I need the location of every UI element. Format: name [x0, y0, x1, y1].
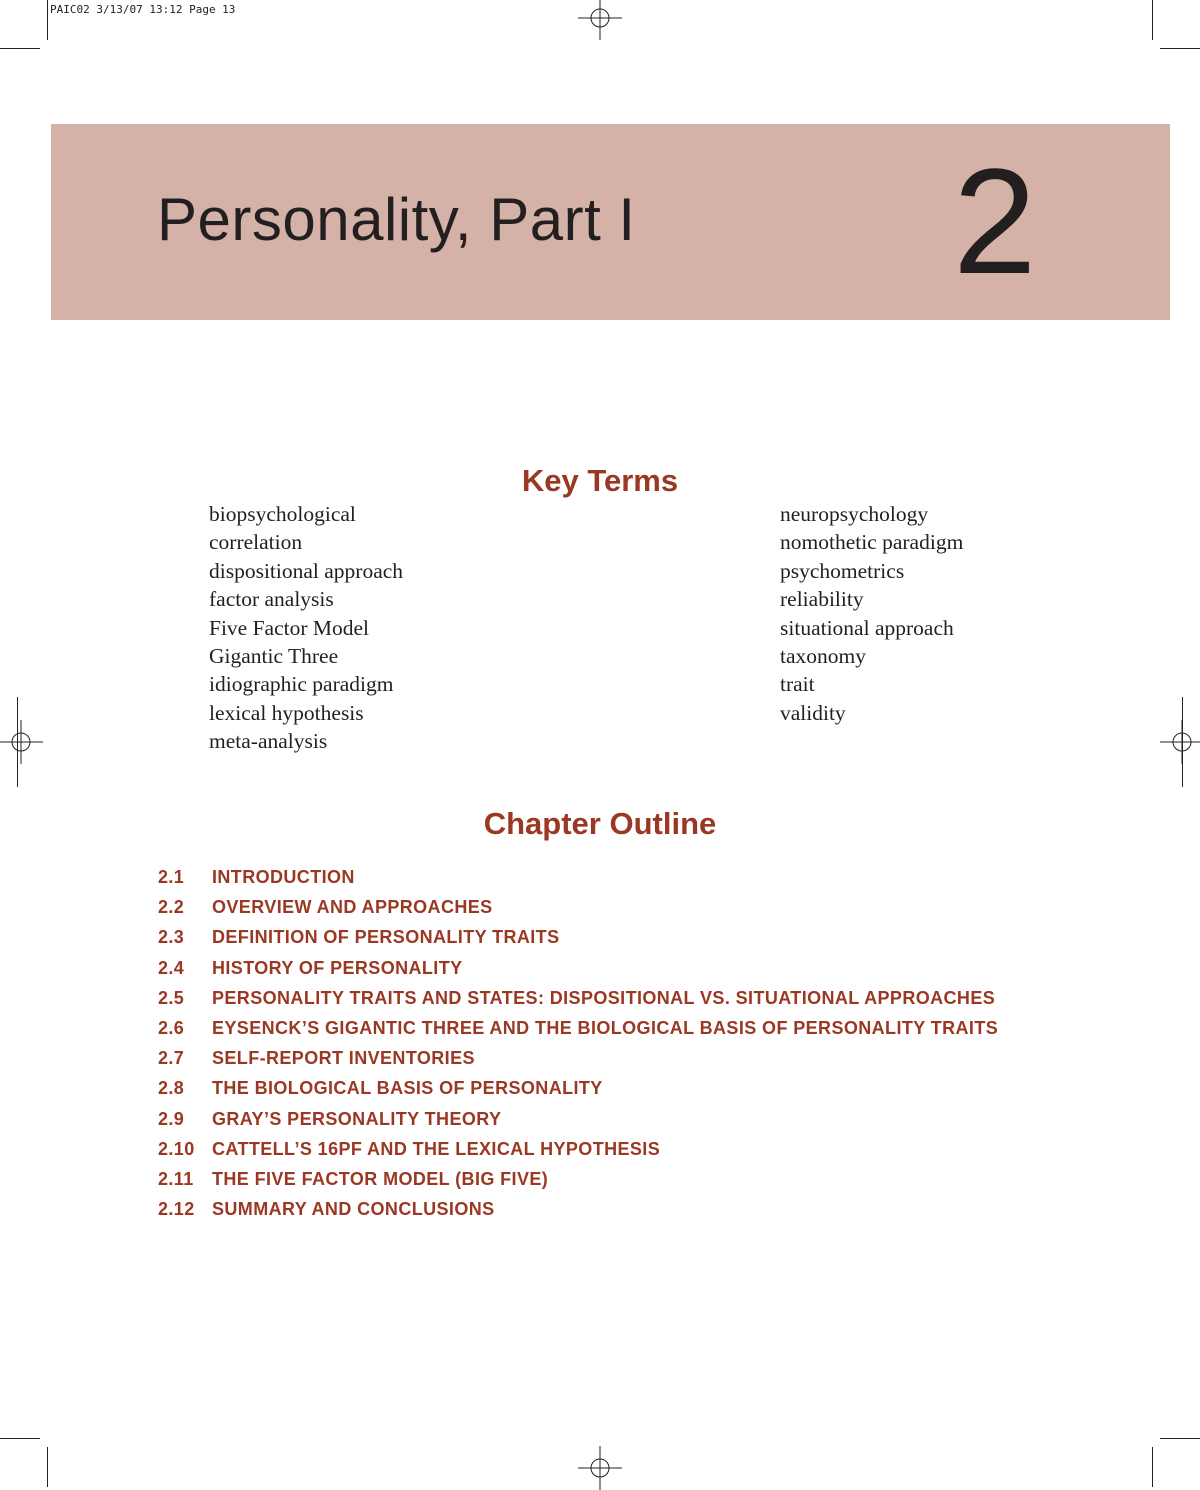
outline-item-number: 2.6 — [158, 1017, 185, 1038]
outline-item-number: 2.10 — [158, 1138, 195, 1159]
outline-item — [158, 1164, 998, 1194]
outline-item-label: DEFINITION OF PERSONALITY TRAITS — [212, 927, 560, 948]
outline-item — [158, 1134, 998, 1164]
outline-item-label: SELF-REPORT INVENTORIES — [212, 1048, 475, 1069]
outline-item — [158, 953, 998, 983]
outline-item-number: 2.8 — [158, 1078, 185, 1099]
chapter-number: 2 — [953, 137, 1037, 305]
key-term: validity — [780, 700, 846, 725]
outline-item-number: 2.7 — [158, 1048, 185, 1069]
outline-item-label: EYSENCK’S GIGANTIC THREE AND THE BIOLOGICAL BASIS OF PERSONALITY TRAITS — [212, 1017, 999, 1038]
key-terms-left-column — [209, 500, 403, 756]
outline-item — [158, 1043, 998, 1073]
outline-item-label: INTRODUCTION — [212, 867, 355, 887]
outline-item — [158, 1194, 998, 1224]
key-term: nomothetic paradigm — [780, 530, 964, 555]
registration-mark-icon — [1160, 720, 1200, 764]
outline-item-label: OVERVIEW AND APPROACHES — [212, 897, 493, 918]
outline-item-number: 2.2 — [158, 897, 185, 918]
key-term: meta-analysis — [209, 729, 328, 754]
outline-item-number: 2.3 — [158, 927, 185, 948]
outline-item-label: THE FIVE FACTOR MODEL (BIG FIVE) — [212, 1168, 549, 1189]
key-term: lexical hypothesis — [209, 700, 364, 725]
outline-item-number: 2.4 — [158, 957, 185, 978]
key-term: situational approach — [780, 615, 954, 640]
registration-line — [1182, 697, 1183, 787]
key-term: Gigantic Three — [209, 643, 339, 668]
outline-item — [158, 983, 998, 1013]
key-term: correlation — [209, 530, 303, 555]
registration-mark-icon — [578, 0, 622, 40]
outline-item-number: 2.11 — [158, 1168, 194, 1189]
key-terms-right-column — [780, 500, 963, 727]
registration-mark-icon — [0, 720, 43, 764]
outline-item-label: CATTELL’S 16PF AND THE LEXICAL HYPOTHESIS — [212, 1138, 661, 1159]
outline-item-number: 2.12 — [158, 1199, 195, 1220]
outline-item-label: THE BIOLOGICAL BASIS OF PERSONALITY — [212, 1078, 603, 1099]
outline-item-label: SUMMARY AND CONCLUSIONS — [212, 1199, 495, 1220]
key-term: reliability — [780, 587, 864, 612]
chapter-title: Personality, Part I — [157, 186, 636, 253]
key-term: taxonomy — [780, 643, 866, 668]
outline-item-number: 2.5 — [158, 987, 185, 1008]
chapter-banner — [51, 124, 1170, 320]
key-term: Five Factor Model — [209, 615, 370, 640]
registration-line — [17, 697, 18, 787]
outline-item-label: HISTORY OF PERSONALITY — [212, 957, 463, 978]
outline-item — [158, 892, 998, 922]
chapter-outline-heading: Chapter Outline — [483, 806, 717, 841]
outline-item — [158, 1073, 998, 1103]
outline-item — [158, 922, 998, 952]
outline-item-label: PERSONALITY TRAITS AND STATES: DISPOSITIONAL VS. SITUATIONAL APPROACHES — [212, 987, 996, 1008]
key-term: neuropsychology — [780, 502, 929, 526]
printer-slug: PAIC02 3/13/07 13:12 Page 13 — [50, 3, 236, 16]
outline-item — [158, 1013, 998, 1043]
outline-item-label: GRAY’S PERSONALITY THEORY — [212, 1108, 502, 1129]
outline-item-number: 2.1 — [158, 867, 185, 887]
key-term: trait — [780, 672, 815, 697]
key-term: idiographic paradigm — [209, 672, 394, 697]
key-term: psychometrics — [780, 558, 905, 583]
key-term: dispositional approach — [209, 558, 404, 583]
registration-mark-icon — [578, 1446, 622, 1490]
chapter-outline-list — [158, 862, 998, 1224]
key-term: factor analysis — [209, 587, 334, 612]
key-term: biopsychological — [209, 502, 356, 526]
outline-item-number: 2.9 — [158, 1108, 185, 1129]
key-terms-heading: Key Terms — [521, 463, 679, 498]
outline-item — [158, 862, 998, 892]
outline-item — [158, 1104, 998, 1134]
